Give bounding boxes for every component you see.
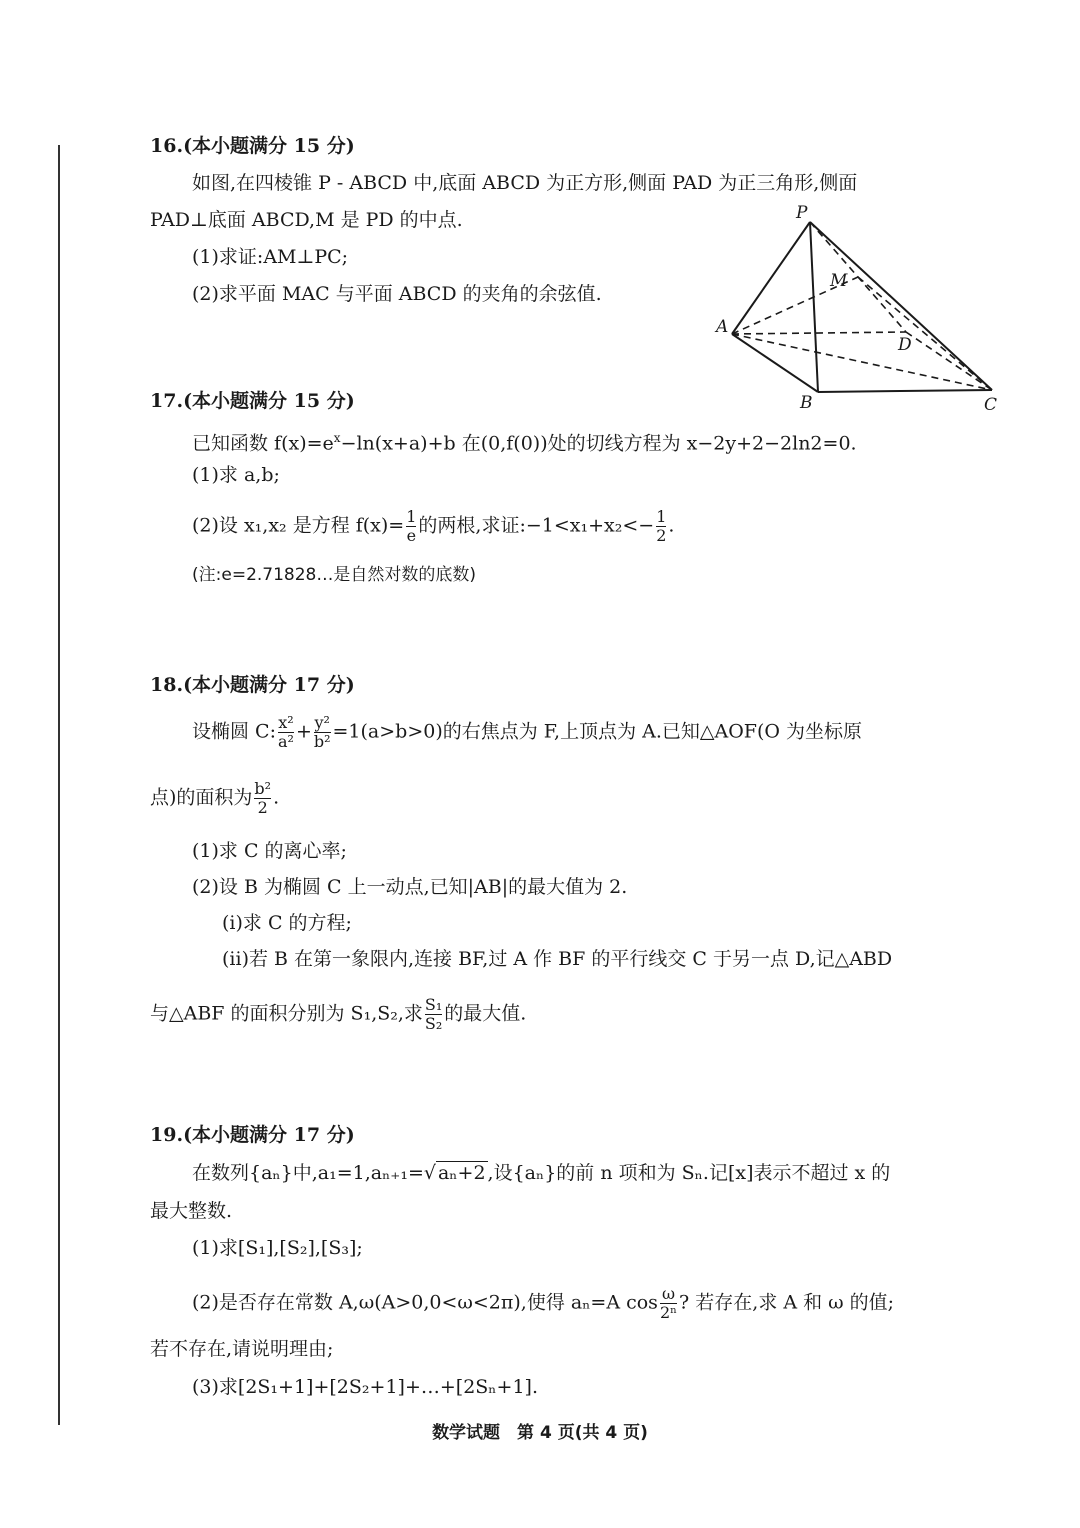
- q17-part2: [192, 508, 674, 545]
- q18-frac-ratio: [425, 996, 442, 1033]
- q19-part2: [192, 1285, 894, 1322]
- q16-header: [150, 133, 355, 159]
- q18-stem-post: =1(a>b>0)的右焦点为 F,上顶点为 A.已知△AOF(O 为坐标原: [332, 720, 862, 743]
- q19-stem-line2: 最大整数.: [150, 1200, 233, 1222]
- q18-stem-pre: 设椭圆 C:: [192, 720, 276, 743]
- q19-number: 19.: [150, 1124, 184, 1146]
- page-footer: 数学试题 第 4 页(共 4 页): [432, 1423, 648, 1443]
- q16-stem-line1: 如图,在四棱锥 P - ABCD 中,底面 ABCD 为正方形,侧面 PAD 为正三角形,侧面: [192, 172, 858, 194]
- q19-part2-pre: (2)是否存在常数 A,ω(A>0,0<ω<2π),使得 aₙ=A cos: [192, 1291, 658, 1314]
- q18-part2-i: (i)求 C 的方程;: [222, 912, 352, 934]
- q17-fraction-1-over-2: [656, 508, 666, 545]
- frac-den: a²: [277, 732, 294, 751]
- frac-num: b²: [254, 779, 272, 798]
- edge-PC: [810, 222, 992, 390]
- q16-points: (本小题满分 15 分): [183, 135, 355, 157]
- q18-part2-ii-line2: [150, 996, 526, 1033]
- frac-den: 2: [656, 526, 667, 545]
- q18-line2-end: .: [273, 786, 280, 809]
- q17-stem-post: −ln(x+a)+b 在(0,f(0))处的切线方程为 x−2y+2−2ln2=0.: [340, 432, 857, 455]
- q18-frac-area: [254, 780, 271, 817]
- label-A: A: [716, 317, 729, 337]
- q19-frac-omega: [660, 1285, 677, 1322]
- q17-part2-mid: 的两根,求证:−1<x₁+x₂<−: [418, 514, 655, 537]
- q16-part1: (1)求证:AM⊥PC;: [192, 246, 349, 268]
- left-margin-rule: [58, 145, 60, 1425]
- frac-num: y²: [314, 713, 330, 732]
- q18-ii-l2-pre: 与△ABF 的面积分别为 S₁,S₂,求: [150, 1002, 423, 1025]
- q17-header: [150, 388, 355, 414]
- frac-num: 1: [406, 507, 417, 526]
- edge-AB: [732, 334, 818, 392]
- q18-part1: (1)求 C 的离心率;: [192, 840, 347, 862]
- q19-header: [150, 1122, 355, 1148]
- q18-part2-ii: (ii)若 B 在第一象限内,连接 BF,过 A 作 BF 的平行线交 C 于另一点 D,记△ABD: [222, 948, 893, 970]
- label-B: B: [800, 393, 813, 413]
- q18-stem-line2: [150, 780, 279, 817]
- q18-ii-l2-end: 的最大值.: [444, 1002, 527, 1025]
- edge-PB: [810, 222, 818, 392]
- q16-part2: (2)求平面 MAC 与平面 ABCD 的夹角的余弦值.: [192, 283, 602, 305]
- frac-num: x²: [278, 713, 294, 732]
- frac-den: b²: [313, 732, 331, 751]
- q17-stem-sup: x: [333, 431, 341, 445]
- q17-part2-end: .: [668, 514, 675, 537]
- label-P: P: [796, 203, 808, 223]
- q18-frac-y: [314, 714, 331, 751]
- q19-part1: (1)求[S₁],[S₂],[S₃];: [192, 1237, 363, 1259]
- edge-MC: [858, 277, 992, 390]
- frac-den: S₂: [424, 1014, 443, 1033]
- q19-part2-post: ? 若存在,求 A 和 ω 的值;: [679, 1291, 895, 1314]
- q17-part1: (1)求 a,b;: [192, 464, 280, 486]
- frac-den: e: [406, 526, 417, 545]
- q18-frac-x: [278, 714, 294, 751]
- q17-stem-pre: 已知函数 f(x)=e: [192, 432, 334, 455]
- q17-fraction-1-over-e: [406, 508, 416, 545]
- frac-den: 2: [254, 798, 271, 817]
- q17-part2-pre: (2)设 x₁,x₂ 是方程 f(x)=: [192, 514, 405, 537]
- q19-stem-pre: 在数列{aₙ}中,a₁=1,aₙ₊₁=√: [192, 1162, 436, 1184]
- q18-header: [150, 672, 355, 698]
- q18-points: (本小题满分 17 分): [183, 674, 355, 696]
- frac-num: 1: [656, 507, 667, 526]
- label-C: C: [984, 395, 998, 415]
- q17-stem: [192, 425, 857, 456]
- q18-line2-pre: 点)的面积为: [150, 786, 253, 809]
- q18-stem-line1: [192, 714, 862, 751]
- q16-number: 16.: [150, 135, 184, 157]
- frac-den: 2ⁿ: [659, 1303, 678, 1322]
- edge-BC: [818, 390, 992, 392]
- q19-part2-line2: 若不存在,请说明理由;: [150, 1338, 334, 1360]
- q19-points: (本小题满分 17 分): [183, 1124, 355, 1146]
- frac-num: S₁: [424, 995, 443, 1014]
- label-M: M: [830, 271, 848, 291]
- q17-note: (注:e=2.71828…是自然对数的底数): [192, 565, 476, 585]
- q19-part3: (3)求[2S₁+1]+[2S₂+1]+…+[2Sₙ+1].: [192, 1376, 538, 1398]
- q19-stem-post: ,设{aₙ}的前 n 项和为 Sₙ.记[x]表示不超过 x 的: [487, 1162, 891, 1184]
- pyramid-figure: [712, 200, 1012, 420]
- edge-AC: [732, 334, 992, 390]
- q17-points: (本小题满分 15 分): [183, 390, 355, 412]
- q17-number: 17.: [150, 390, 184, 412]
- label-D: D: [898, 335, 912, 355]
- q18-number: 18.: [150, 674, 184, 696]
- q16-stem-line2: PAD⊥底面 ABCD,M 是 PD 的中点.: [150, 209, 463, 231]
- edge-AD: [732, 332, 906, 334]
- q19-stem-line1: [192, 1160, 890, 1186]
- q18-plus: +: [295, 720, 312, 743]
- q18-part2: (2)设 B 为椭圆 C 上一动点,已知|AB|的最大值为 2.: [192, 876, 628, 898]
- q19-sqrt-body: aₙ+2: [437, 1162, 486, 1184]
- frac-num: ω: [661, 1284, 676, 1303]
